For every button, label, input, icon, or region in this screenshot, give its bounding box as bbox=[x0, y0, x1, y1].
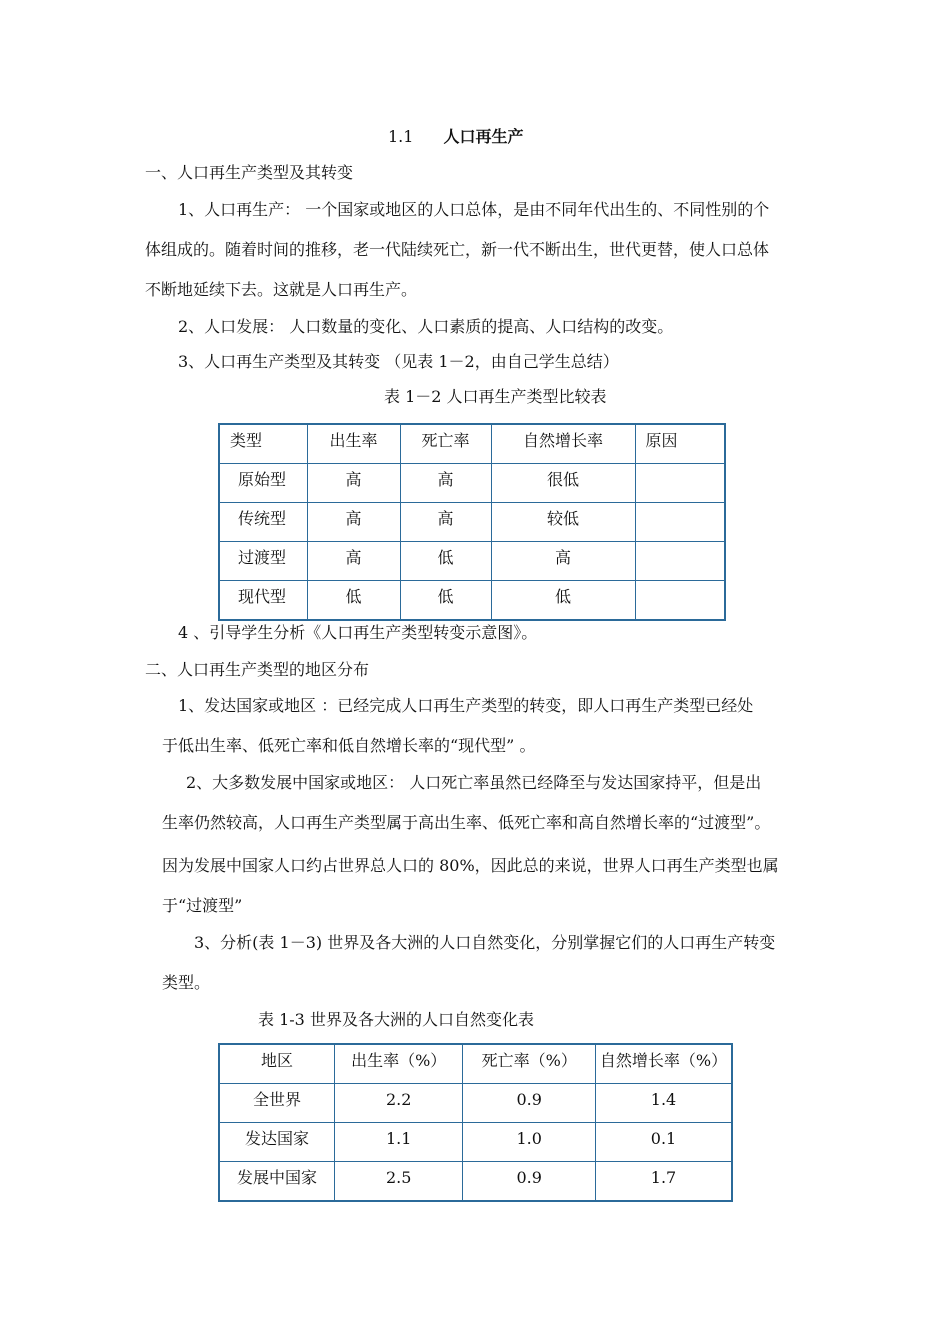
cell: 0.9 bbox=[463, 1162, 596, 1202]
table-population-types bbox=[218, 423, 726, 621]
th-birth: 出生率 bbox=[307, 424, 400, 464]
th-death: 死亡率 bbox=[400, 424, 491, 464]
cell: 高 bbox=[307, 542, 400, 581]
s2-p2-line4: 于“过渡型” bbox=[162, 896, 243, 915]
s2-p2-line3: 因为发展中国家人口约占世界总人口的 80%，因此总的来说，世界人口再生产类型也属 bbox=[162, 856, 779, 875]
table-row bbox=[219, 1123, 732, 1162]
table-row bbox=[219, 464, 725, 503]
s1-p3: 3、人口再生产类型及其转变 （见表 1－2，由自己学生总结） bbox=[178, 352, 619, 371]
table-natural-change bbox=[218, 1043, 733, 1202]
cell: 1.4 bbox=[595, 1084, 732, 1123]
s1-p1-line2: 体组成的。随着时间的推移，老一代陆续死亡，新一代不断出生，世代更替，使人口总体 bbox=[145, 240, 770, 259]
cell: 1.7 bbox=[595, 1162, 732, 1202]
cell: 0.9 bbox=[463, 1084, 596, 1123]
table-row bbox=[219, 1162, 732, 1202]
cell: 低 bbox=[400, 542, 491, 581]
th-death-rate: 死亡率（%） bbox=[463, 1044, 596, 1084]
table-row bbox=[219, 1084, 732, 1123]
cell: 2.5 bbox=[334, 1162, 463, 1202]
cell: 原始型 bbox=[219, 464, 307, 503]
s1-p1-line1: 1、人口再生产： 一个国家或地区的人口总体，是由不同年代出生的、不同性别的个 bbox=[178, 200, 770, 219]
cell: 高 bbox=[307, 503, 400, 542]
cell: 高 bbox=[400, 503, 491, 542]
cell: 高 bbox=[307, 464, 400, 503]
cell: 现代型 bbox=[219, 581, 307, 621]
table-row bbox=[219, 581, 725, 621]
table2-caption: 表 1-3 世界及各大洲的人口自然变化表 bbox=[258, 1010, 534, 1029]
table-header-row bbox=[219, 1044, 732, 1084]
cell: 发展中国家 bbox=[219, 1162, 334, 1202]
s2-p1-line1: 1、发达国家或地区 ：已经完成人口再生产类型的转变，即人口再生产类型已经处 bbox=[178, 696, 754, 715]
cell: 1.0 bbox=[463, 1123, 596, 1162]
s2-p2-line2: 生率仍然较高，人口再生产类型属于高出生率、低死亡率和高自然增长率的“过渡型”。 bbox=[162, 813, 771, 832]
s2-p2-line1: 2、大多数发展中国家或地区： 人口死亡率虽然已经降至与发达国家持平，但是出 bbox=[186, 773, 762, 792]
th-birth-rate: 出生率（%） bbox=[334, 1044, 463, 1084]
cell bbox=[635, 464, 725, 503]
cell: 2.2 bbox=[334, 1084, 463, 1123]
cell: 低 bbox=[491, 581, 635, 621]
section2-title: 二、人口再生产类型的地区分布 bbox=[145, 660, 370, 679]
th-reason: 原因 bbox=[635, 424, 725, 464]
table-header-row bbox=[219, 424, 725, 464]
section1-title: 一、人口再生产类型及其转变 bbox=[145, 163, 354, 182]
title-number: 1.1 bbox=[388, 127, 414, 146]
th-type: 类型 bbox=[219, 424, 307, 464]
table-row bbox=[219, 542, 725, 581]
cell bbox=[635, 581, 725, 621]
s2-p3-line2: 类型。 bbox=[162, 973, 211, 992]
s1-p2: 2、人口发展： 人口数量的变化、人口素质的提高、人口结构的改变。 bbox=[178, 317, 674, 336]
cell: 较低 bbox=[491, 503, 635, 542]
cell: 传统型 bbox=[219, 503, 307, 542]
th-growth-rate: 自然增长率（%） bbox=[595, 1044, 732, 1084]
th-growth: 自然增长率 bbox=[491, 424, 635, 464]
cell: 高 bbox=[491, 542, 635, 581]
page-title bbox=[388, 126, 523, 148]
title-text: 人口再生产 bbox=[443, 127, 524, 146]
cell bbox=[635, 503, 725, 542]
cell bbox=[635, 542, 725, 581]
cell: 低 bbox=[307, 581, 400, 621]
s1-p4: 4 、引导学生分析《人口再生产类型转变示意图》。 bbox=[178, 623, 538, 642]
cell: 1.1 bbox=[334, 1123, 463, 1162]
s2-p1-line2: 于低出生率、低死亡率和低自然增长率的“现代型” 。 bbox=[162, 736, 536, 755]
th-region: 地区 bbox=[219, 1044, 334, 1084]
cell: 全世界 bbox=[219, 1084, 334, 1123]
cell: 过渡型 bbox=[219, 542, 307, 581]
cell: 低 bbox=[400, 581, 491, 621]
cell: 0.1 bbox=[595, 1123, 732, 1162]
cell: 很低 bbox=[491, 464, 635, 503]
table-row bbox=[219, 503, 725, 542]
s2-p3-line1: 3、分析(表 1－3) 世界及各大洲的人口自然变化，分别掌握它们的人口再生产转变 bbox=[194, 933, 776, 952]
table1-caption: 表 1－2 人口再生产类型比较表 bbox=[384, 387, 607, 406]
cell: 高 bbox=[400, 464, 491, 503]
cell: 发达国家 bbox=[219, 1123, 334, 1162]
s1-p1-line3: 不断地延续下去。这就是人口再生产。 bbox=[145, 280, 418, 299]
